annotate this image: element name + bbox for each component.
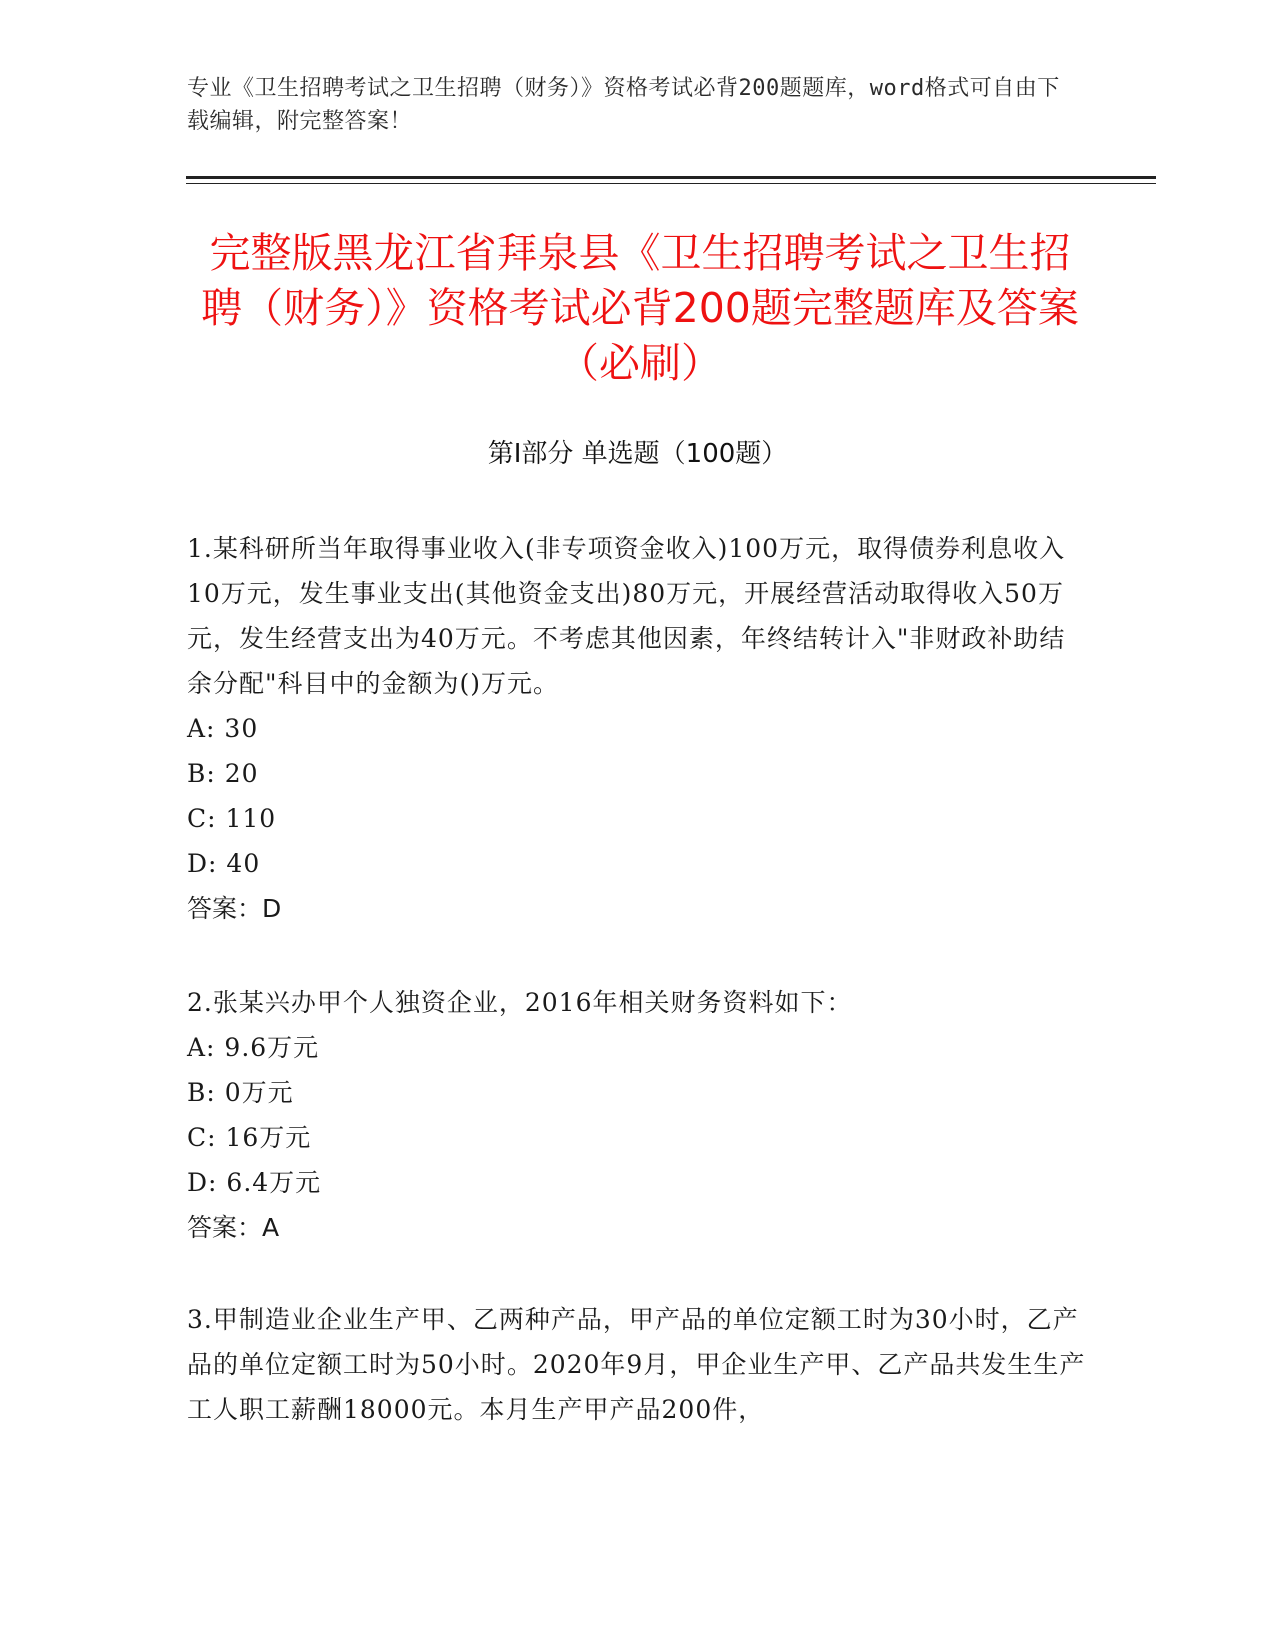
question-stem: 1.某科研所当年取得事业收入(非专项资金收入)100万元，取得债券利息收入10万元，发生事业支出(其他资金支出)80万元，开展经营活动取得收入50万元，发生经营支出为40万元。不考虑其他因素，年终结转计入"非财政补助结余分配"科目中的金额为()万元。	[187, 534, 1066, 698]
question-stem: 2.张某兴办甲个人独资企业，2016年相关财务资料如下：	[187, 988, 853, 1017]
option-a: A: 30	[187, 714, 259, 743]
option-d: D: 40	[187, 849, 261, 878]
question-stem: 3.甲制造业企业生产甲、乙两种产品，甲产品的单位定额工时为30小时，乙产品的单位定额工时为50小时。2020年9月，甲企业生产甲、乙产品共发生生产工人职工薪酬18000元。本月生产甲产品200件，	[187, 1305, 1086, 1424]
question-1	[187, 526, 1087, 931]
header-divider-thin	[186, 183, 1156, 184]
header-note: 专业《卫生招聘考试之卫生招聘（财务）》资格考试必背200题题库，word格式可自由下载编辑，附完整答案！	[187, 76, 1060, 134]
section-heading: 第I部分 单选题（100题）	[487, 439, 788, 469]
option-c: C: 110	[187, 804, 277, 833]
option-c: C: 16万元	[187, 1123, 312, 1152]
header-divider-thick	[186, 176, 1156, 179]
answer-line: 答案：A	[187, 1213, 280, 1242]
question-3	[187, 1297, 1087, 1432]
answer-line: 答案：D	[187, 894, 282, 923]
document-title: 完整版黑龙江省拜泉县《卫生招聘考试之卫生招聘（财务）》资格考试必背200题完整题库及答案（必刷）	[201, 229, 1079, 387]
option-a: A: 9.6万元	[187, 1033, 320, 1062]
option-b: B: 0万元	[187, 1078, 294, 1107]
question-2	[187, 980, 1087, 1250]
option-b: B: 20	[187, 759, 259, 788]
option-d: D: 6.4万元	[187, 1168, 322, 1197]
